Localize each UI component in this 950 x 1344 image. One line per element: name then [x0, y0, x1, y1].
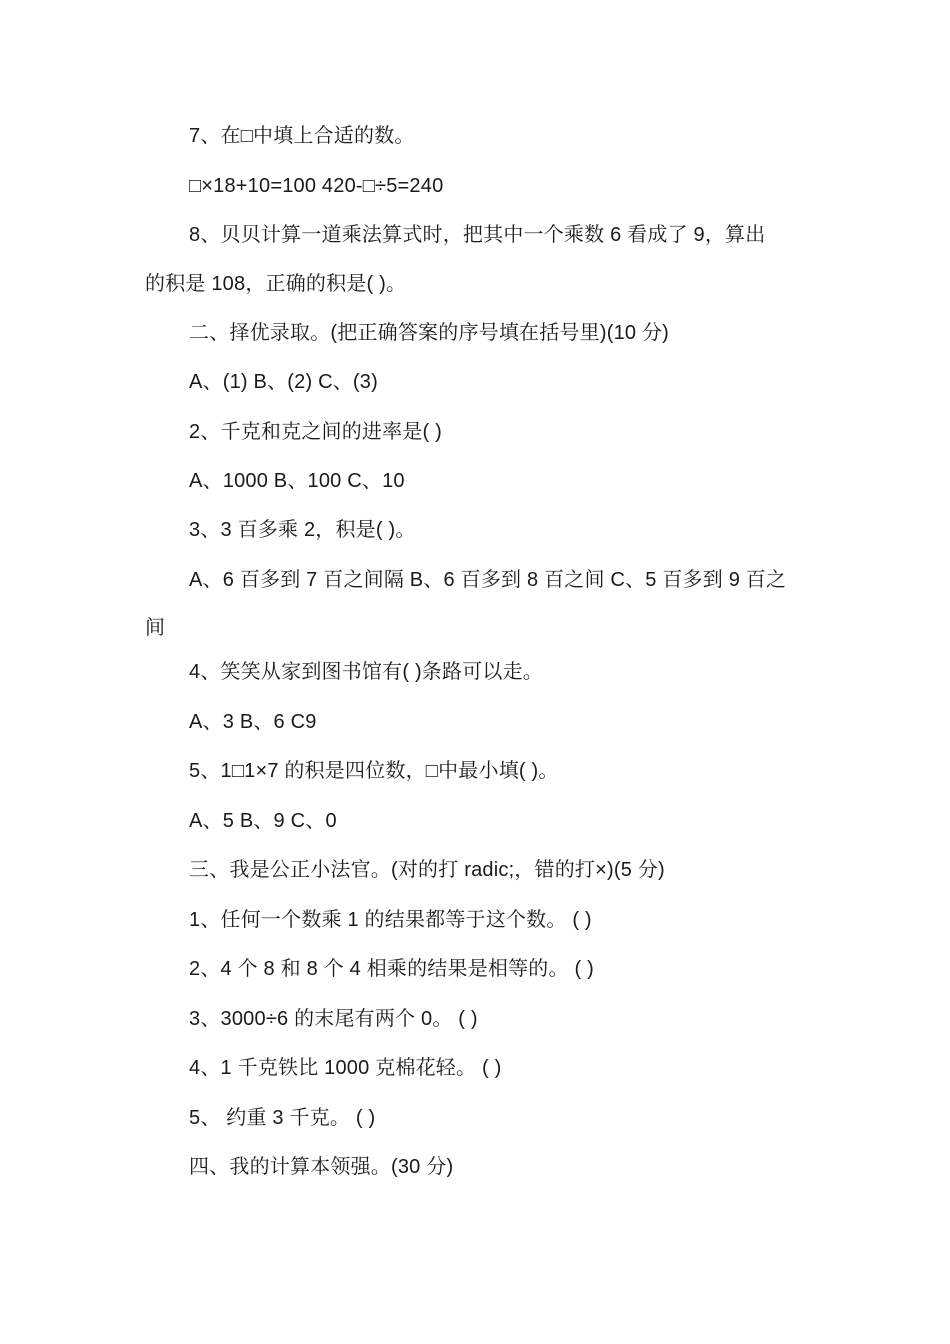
section-2-q3-options-continued: 间 — [145, 617, 166, 639]
section-2-q1-options: A、(1) B、(2) C、(3) — [189, 371, 378, 393]
section-3-q3: 3、3000÷6 的末尾有两个 0。 ( ) — [189, 1008, 478, 1030]
section-2-q2: 2、千克和克之间的进率是( ) — [189, 421, 442, 443]
question-7-heading: 7、在□中填上合适的数。 — [189, 125, 415, 147]
question-7-equations: □×18+10=100 420-□÷5=240 — [189, 175, 444, 197]
question-8-text: 8、贝贝计算一道乘法算式时，把其中一个乘数 6 看成了 9，算出 — [189, 224, 766, 246]
section-2-q3: 3、3 百多乘 2，积是( )。 — [189, 519, 416, 541]
section-2-q5: 5、1□1×7 的积是四位数，□中最小填( )。 — [189, 760, 559, 782]
section-4-heading: 四、我的计算本领强。(30 分) — [189, 1156, 454, 1178]
section-2-q2-options: A、1000 B、100 C、10 — [189, 470, 405, 492]
section-2-q4-options: A、3 B、6 C9 — [189, 711, 317, 733]
section-2-q3-options: A、6 百多到 7 百之间隔 B、6 百多到 8 百之间 C、5 百多到 9 百之 — [189, 569, 787, 591]
question-8-text-continued: 的积是 108，正确的积是( )。 — [145, 273, 407, 295]
section-2-heading: 二、择优录取。(把正确答案的序号填在括号里)(10 分) — [189, 322, 670, 344]
section-3-q2: 2、4 个 8 和 8 个 4 相乘的结果是相等的。 ( ) — [189, 958, 594, 980]
section-3-q1: 1、任何一个数乘 1 的结果都等于这个数。 ( ) — [189, 909, 592, 931]
section-2-q5-options: A、5 B、9 C、0 — [189, 810, 337, 832]
section-2-q4: 4、笑笑从家到图书馆有( )条路可以走。 — [189, 661, 543, 683]
section-3-q4: 4、1 千克铁比 1000 克棉花轻。 ( ) — [189, 1057, 502, 1079]
section-3-heading: 三、我是公正小法官。(对的打 radic;，错的打×)(5 分) — [189, 859, 665, 881]
section-3-q5: 5、 约重 3 千克。 ( ) — [189, 1107, 376, 1129]
